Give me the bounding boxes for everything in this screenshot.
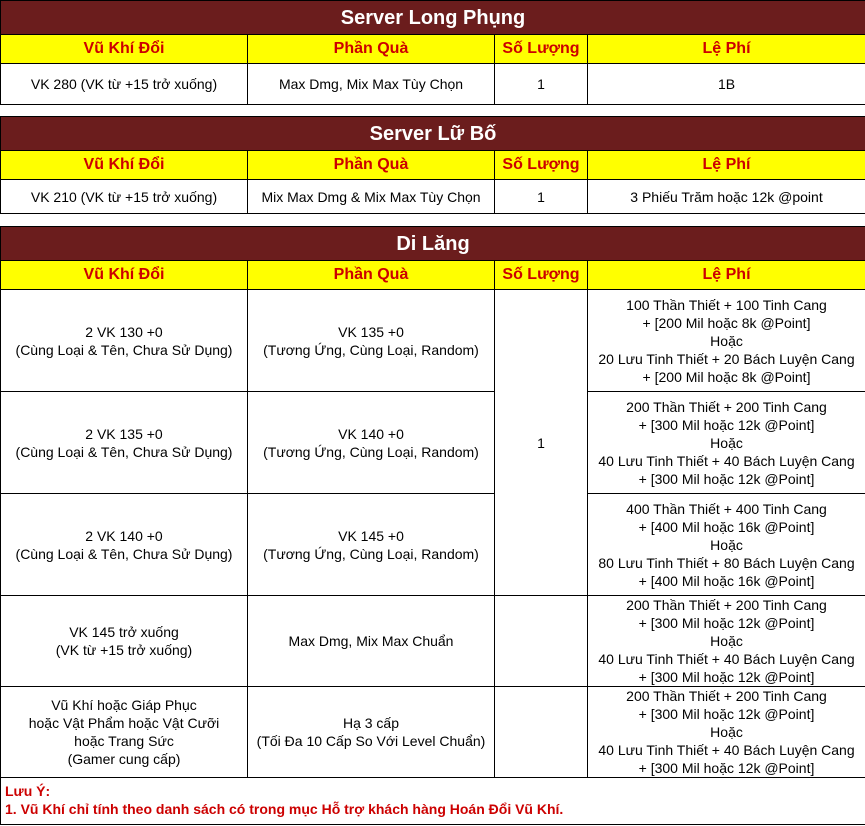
column-header-quantity: Số Lượng	[495, 35, 588, 64]
weapon-line: 2 VK 140 +0	[85, 527, 163, 544]
gift-line: (Tương Ứng, Cùng Loại, Random)	[263, 545, 479, 562]
column-header-fee: Lệ Phí	[588, 35, 865, 64]
fee-cell: 3 Phiếu Trăm hoặc 12k @point	[588, 180, 865, 214]
table-long-phung	[0, 0, 865, 105]
fee-line: + [400 Mil hoặc 16k @Point]	[638, 518, 815, 535]
section-title: Di Lăng	[1, 227, 865, 261]
quantity-cell: 1	[495, 290, 588, 596]
fee-line: + [300 Mil hoặc 12k @Point]	[638, 760, 815, 776]
gift-line: Max Dmg, Mix Max Chuẩn	[288, 633, 454, 649]
table-row	[1, 392, 865, 494]
gift-line: (Tương Ứng, Cùng Loại, Random)	[263, 341, 479, 358]
fee-line: 200 Thần Thiết + 200 Tinh Cang	[626, 688, 827, 704]
section-title: Server Lữ Bố	[1, 117, 865, 151]
fee-line: 40 Lưu Tinh Thiết + 40 Bách Luyện Cang	[598, 742, 855, 758]
fee-cell: 1B	[588, 64, 865, 105]
column-header-fee: Lệ Phí	[588, 151, 865, 180]
gift-cell	[248, 290, 495, 392]
weapon-line: Vũ Khí hoặc Giáp Phục	[51, 697, 197, 713]
fee-line: + [200 Mil hoặc 8k @Point]	[642, 368, 811, 385]
weapon-cell	[1, 290, 248, 392]
column-header-gift: Phần Quà	[248, 151, 495, 180]
gift-cell	[248, 596, 495, 687]
table-di-lang	[0, 226, 865, 825]
fee-line: + [300 Mil hoặc 12k @Point]	[638, 706, 815, 722]
note-row	[1, 778, 865, 825]
fee-line: Hoặc	[710, 332, 743, 349]
gift-cell: Mix Max Dmg & Mix Max Tùy Chọn	[248, 180, 495, 214]
fee-line: + [400 Mil hoặc 16k @Point]	[638, 572, 815, 589]
quantity-cell-empty	[495, 596, 588, 687]
weapon-cell: VK 210 (VK từ +15 trở xuống)	[1, 180, 248, 214]
fee-line: + [200 Mil hoặc 8k @Point]	[642, 314, 811, 331]
table-row	[1, 596, 865, 687]
fee-line: 200 Thần Thiết + 200 Tinh Cang	[626, 398, 827, 415]
weapon-line: (Cùng Loại & Tên, Chưa Sử Dụng)	[15, 443, 233, 460]
note-cell	[1, 778, 865, 825]
column-header-weapon: Vũ Khí Đổi	[1, 151, 248, 180]
column-header-quantity: Số Lượng	[495, 261, 588, 290]
column-header-weapon: Vũ Khí Đổi	[1, 35, 248, 64]
weapon-line: 2 VK 130 +0	[85, 323, 163, 340]
fee-line: + [300 Mil hoặc 12k @Point]	[638, 669, 815, 685]
weapon-line: (Cùng Loại & Tên, Chưa Sử Dụng)	[15, 341, 233, 358]
gift-line: Hạ 3 cấp	[342, 715, 400, 731]
weapon-cell	[1, 687, 248, 778]
weapon-line: hoặc Vật Phẩm hoặc Vật Cưỡi	[28, 715, 220, 731]
fee-line: 80 Lưu Tinh Thiết + 80 Bách Luyện Cang	[598, 554, 855, 571]
gift-line: VK 140 +0	[338, 425, 404, 442]
fee-line: 40 Lưu Tinh Thiết + 40 Bách Luyện Cang	[598, 651, 855, 667]
weapon-line: 2 VK 135 +0	[85, 425, 163, 442]
fee-line: 100 Thần Thiết + 100 Tinh Cang	[626, 296, 827, 313]
gift-cell	[248, 392, 495, 494]
fee-line: Hoặc	[710, 434, 743, 451]
fee-line: + [300 Mil hoặc 12k @Point]	[638, 416, 815, 433]
table-row	[1, 494, 865, 596]
gift-cell: Max Dmg, Mix Max Tùy Chọn	[248, 64, 495, 105]
fee-cell	[588, 687, 865, 778]
table-row	[1, 687, 865, 778]
column-header-quantity: Số Lượng	[495, 151, 588, 180]
weapon-cell	[1, 596, 248, 687]
fee-cell	[588, 596, 865, 687]
gift-line: VK 135 +0	[338, 323, 404, 340]
gift-cell	[248, 687, 495, 778]
gift-line: (Tối Đa 10 Cấp So Với Level Chuẩn)	[256, 733, 486, 749]
fee-line: 200 Thần Thiết + 200 Tinh Cang	[626, 597, 827, 613]
fee-line: + [300 Mil hoặc 12k @Point]	[638, 470, 815, 487]
gift-line: VK 145 +0	[338, 527, 404, 544]
weapon-line: (Gamer cung cấp)	[67, 751, 181, 767]
note-title: Lưu Ý:	[5, 783, 51, 799]
fee-line: Hoặc	[710, 724, 743, 740]
table-row	[1, 290, 865, 392]
fee-line: + [300 Mil hoặc 12k @Point]	[638, 615, 815, 631]
column-header-weapon: Vũ Khí Đổi	[1, 261, 248, 290]
fee-cell	[588, 290, 865, 392]
fee-line: Hoặc	[710, 536, 743, 553]
weapon-cell: VK 280 (VK từ +15 trở xuống)	[1, 64, 248, 105]
fee-line: 20 Lưu Tinh Thiết + 20 Bách Luyện Cang	[598, 350, 855, 367]
fee-cell	[588, 392, 865, 494]
weapon-line: (Cùng Loại & Tên, Chưa Sử Dụng)	[15, 545, 233, 562]
weapon-cell	[1, 494, 248, 596]
gift-line: (Tương Ứng, Cùng Loại, Random)	[263, 443, 479, 460]
quantity-cell: 1	[495, 64, 588, 105]
fee-cell	[588, 494, 865, 596]
quantity-cell: 1	[495, 180, 588, 214]
section-title: Server Long Phụng	[1, 1, 865, 35]
weapon-line: VK 145 trở xuống	[69, 624, 179, 640]
weapon-line: hoặc Trang Sức	[74, 733, 174, 749]
weapon-line: (VK từ +15 trở xuống)	[55, 642, 193, 658]
column-header-gift: Phần Quà	[248, 261, 495, 290]
note-line: 1. Vũ Khí chỉ tính theo danh sách có trong mục Hỗ trợ khách hàng Hoán Đổi Vũ Khí.	[5, 801, 564, 817]
fee-line: Hoặc	[710, 633, 743, 649]
column-header-fee: Lệ Phí	[588, 261, 865, 290]
fee-line: 400 Thần Thiết + 400 Tinh Cang	[626, 500, 827, 517]
quantity-cell-empty	[495, 687, 588, 778]
weapon-cell	[1, 392, 248, 494]
column-header-gift: Phần Quà	[248, 35, 495, 64]
fee-line: 40 Lưu Tinh Thiết + 40 Bách Luyện Cang	[598, 452, 855, 469]
gift-cell	[248, 494, 495, 596]
table-lu-bo	[0, 116, 865, 214]
